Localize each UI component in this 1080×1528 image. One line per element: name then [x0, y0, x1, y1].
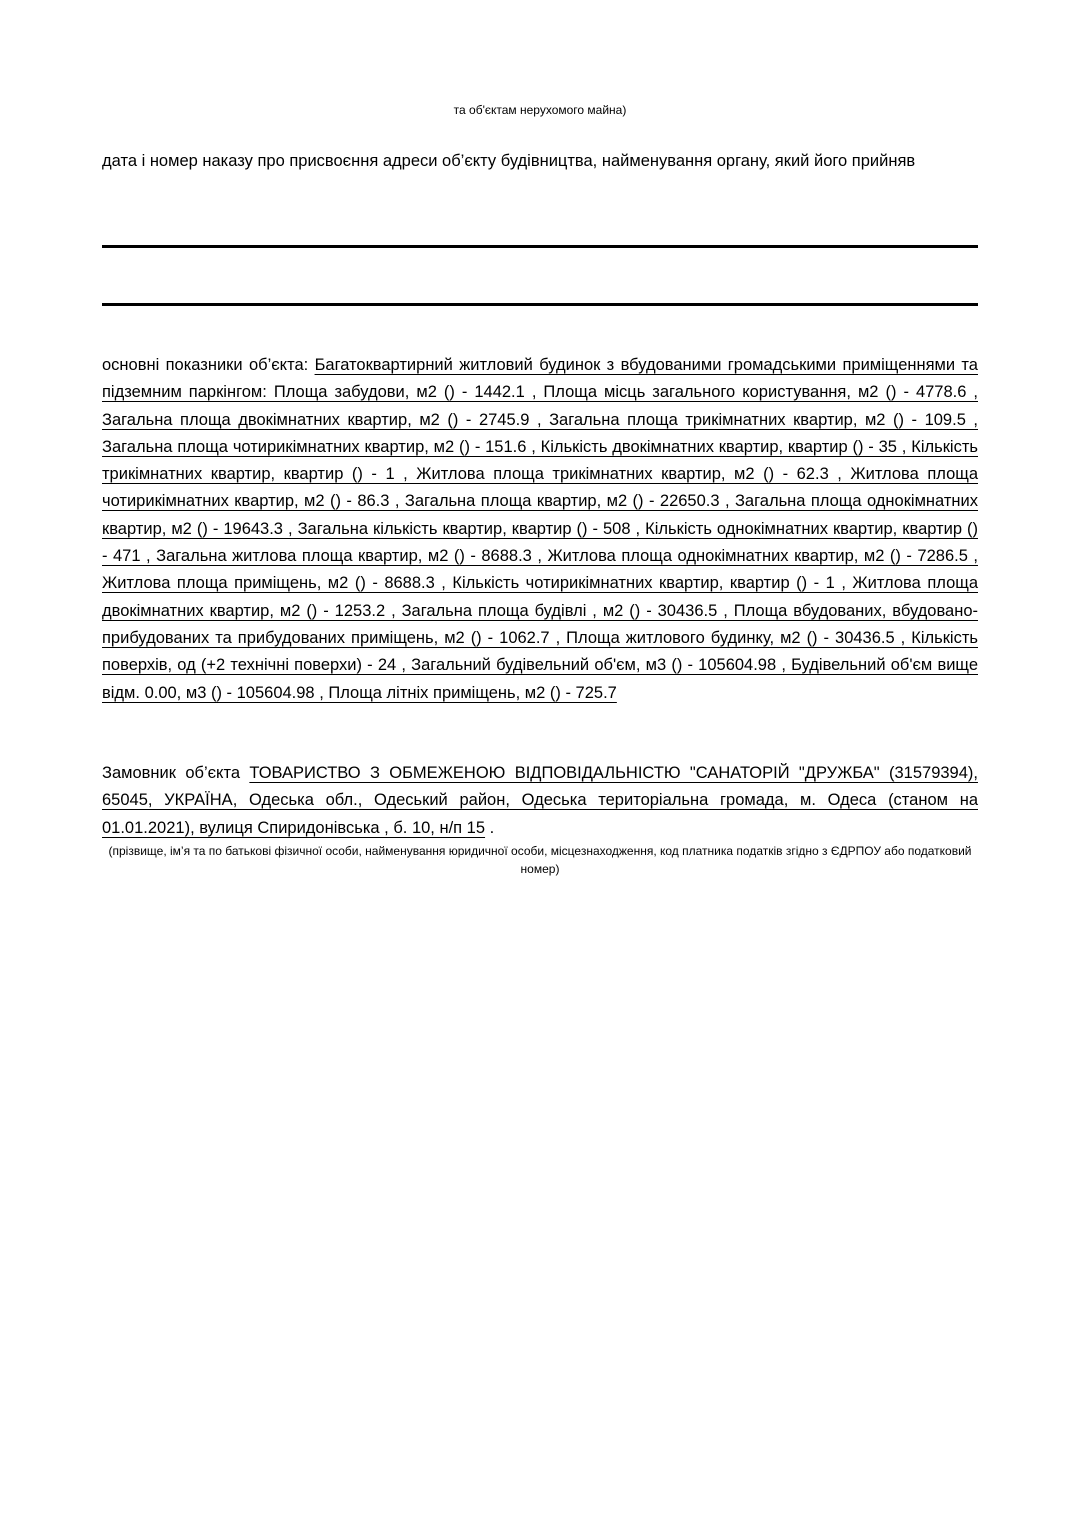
order-blank-line-1 — [102, 245, 978, 248]
customer-end-punct: . — [489, 818, 495, 837]
top-caption: та об'єктам нерухомого майна) — [453, 103, 627, 117]
indicators-label: основні показники об’єкта: — [102, 356, 309, 374]
customer-value: ТОВАРИСТВО З ОБМЕЖЕНОЮ ВІДПОВІДАЛЬНІСТЮ "САНАТОРІЙ "ДРУЖБА" (31579394), 65045, УКРАЇНА, Одеська обл., Одеський район, Одеська територіальна громада, м. Одеса (станом на 01.01.2021), вулиця Спиридонівська , б. 10, н/п 15 — [102, 764, 978, 837]
customer-label: Замовник об’єкта — [102, 764, 240, 782]
order-blank-line-2 — [102, 303, 978, 306]
indicators-value: Багатоквартирний житловий будинок з вбудованими громадськими приміщеннями та підземним паркінгом: Площа забудови, м2 () - 1442.1 , Площа місць загального користування, м2 () - 4778.6 , Загальна площа двокімнатних квартир, м2 () - 2745.9 , Загальна площа трикімнатних квартир, м2 () - 109.5 , Загальна площа чотирикімнатних квартир, м2 () - 151.6 , Кількість двокімнатних квартир, квартир () - 35 , Кількість трикімнатних квартир, квартир () - 1 , Житлова площа трикімнатних квартир, м2 () - 62.3 , Житлова площа чотирикімнатних квартир, м2 () - 86.3 , Загальна площа квартир, м2 () - 22650.3 , Загальна площа однокімнатних квартир, м2 () - 19643.3 , Загальна кількість квартир, квартир () - 508 , Кількість однокімнатних квартир, квартир () - 471 , Загальна житлова площа квартир, м2 () - 8688.3 , Житлова площа однокімнатних квартир, м2 () - 7286.5 , Житлова площа приміщень, м2 () - 8688.3 , Кількість чотирикімнатних квартир, квартир () - 1 , Житлова площа двокімнатних квартир, м2 () - 1253.2 , Загальна площа будівлі , м2 () - 30436.5 , Площа вбудованих, вбудовано-прибудованих та прибудованих приміщень, м2 () - 1062.7 , Площа житлового будинку, м2 () - 30436.5 , Кількість поверхів, од (+2 технічні поверхи) - 24 , Загальний будівельний об'єм, м3 () - 105604.98 , Будівельний об'єм вище відм. 0.00, м3 () - 105604.98 , Площа літніх приміщень, м2 () - 725.7 — [102, 356, 978, 702]
order-date-number-label: дата і номер наказу про присвоєння адреси об’єкту будівництва, найменування органу, який його прийняв — [102, 152, 916, 170]
customer-caption: (прізвище, ім’я та по батькові фізичної особи, найменування юридичної особи, місцезнаходження, код платника податків згідно з ЄДРПОУ або податковий номер) — [108, 844, 972, 876]
object-indicators-paragraph — [102, 352, 978, 707]
customer-paragraph — [102, 760, 978, 842]
